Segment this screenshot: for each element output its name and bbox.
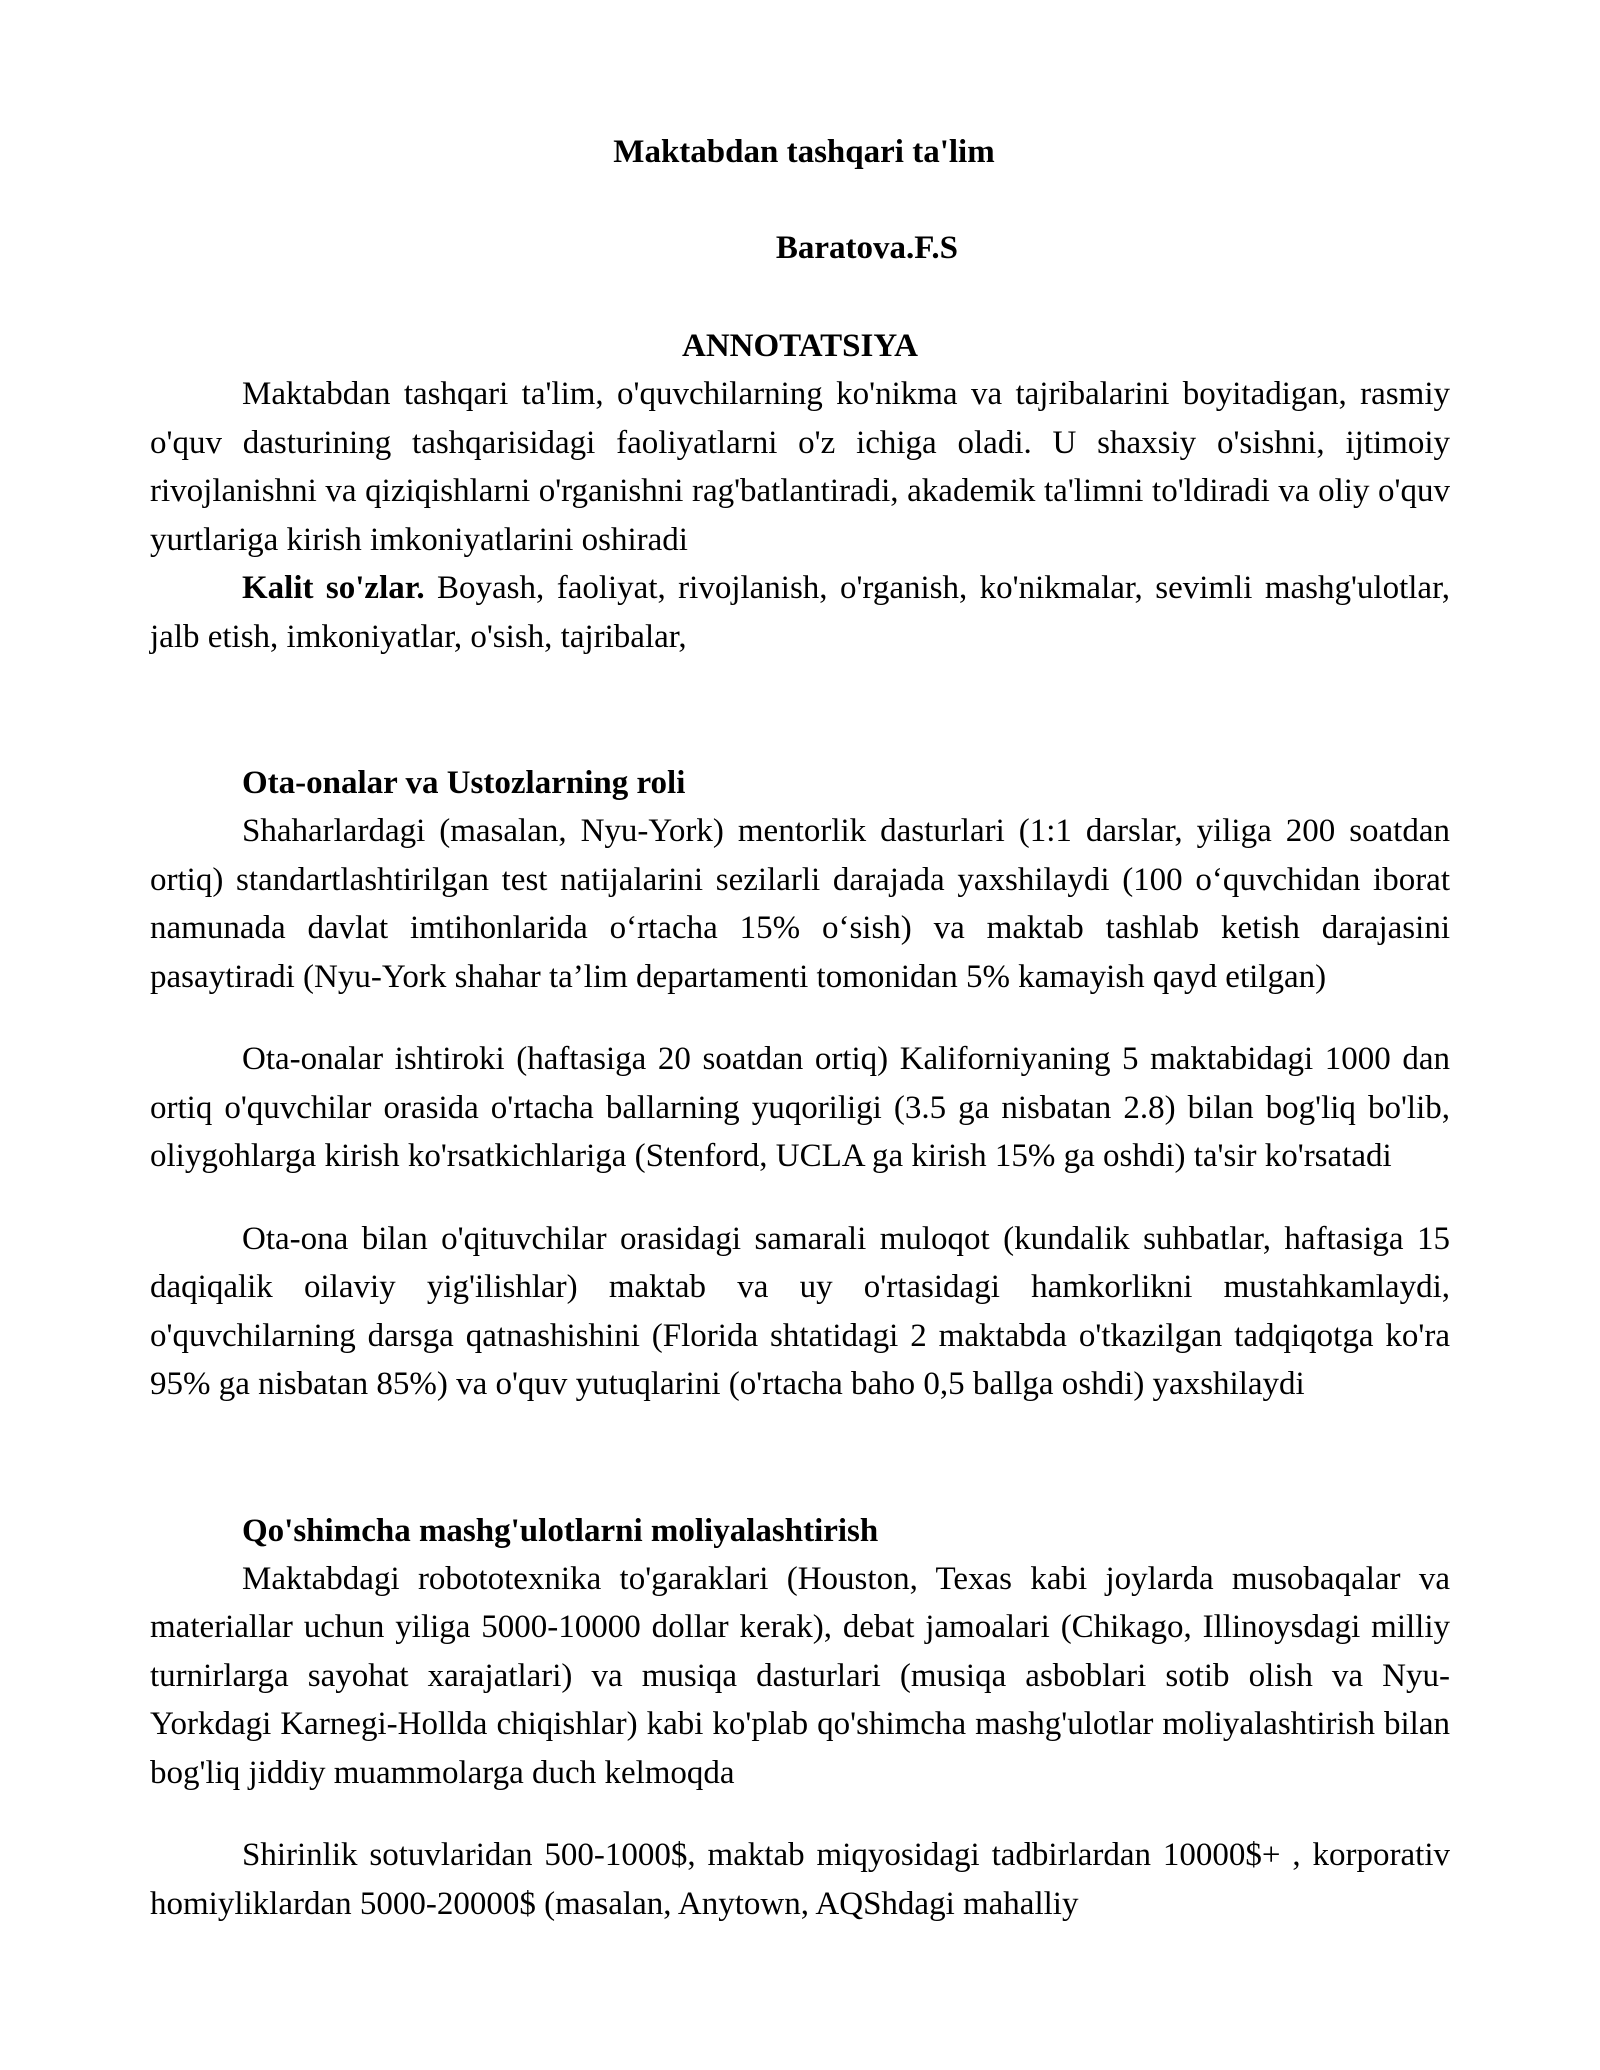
section-paragraph: Ota-onalar ishtiroki (haftasiga 20 soatdan ortiq) Kaliforniyaning 5 maktabidagi 1000 dan ortiq o'quvchilar orasida o'rtacha ballarning yuqoriligi (3.5 ga nisbatan 2.8) bilan bog'liq bo'lib, oliygohlarga kirish ko'rsatkichlariga (Stenford, UCLA ga kirish 15% ga oshdi) ta'sir ko'rsatadi	[150, 1041, 1450, 1174]
section-heading: Qo'shimcha mashg'ulotlarni moliyalashtirish	[242, 1512, 879, 1549]
annotation-heading: ANNOTATSIYA	[682, 328, 918, 364]
author-name: Baratova.F.S	[775, 230, 958, 266]
section-paragraph: Maktabdagi robototexnika to'garaklari (Houston, Texas kabi joylarda musobaqalar va materiallar uchun yiliga 5000-10000 dollar kerak), debat jamoalari (Chikago, Illinoysdagi milliy turnirlarga sayohat xarajatlari) va musiqa dasturlari (musiqa asboblari sotib olish va Nyu-Yorkdagi Karnegi-Hollda chiqishlar) kabi ko'plab qo'shimcha mashg'ulotlar moliyalashtirish bilan bog'liq jiddiy muammolarga duch kelmoqda	[150, 1560, 1450, 1791]
keywords-text: Boyash, faoliyat, rivojlanish, o'rganish, ko'nikmalar, sevimli mashg'ulotlar, jalb etish, imkoniyatlar, o'sish, tajribalar,	[150, 570, 1450, 655]
spacer	[150, 1797, 1450, 1831]
section-paragraph: Shaharlardagi (masalan, Nyu-York) mentorlik dasturlari (1:1 darslar, yiliga 200 soatdan ortiq) standartlashtirilgan test natijalarini sezilarli darajada yaxshilaydi (100 o‘quvchidan iborat namunada davlat imtihonlarida o‘rtacha 15% o‘sish) va maktab tashlab ketish darajasini pasaytiradi (Nyu-York shahar ta’lim departamenti tomonidan 5% kamayish qayd etilgan)	[150, 813, 1450, 995]
spacer	[150, 661, 1450, 759]
document-title: Maktabdan tashqari ta'lim	[613, 134, 995, 170]
keywords-label: Kalit so'zlar.	[242, 570, 425, 606]
spacer	[150, 1409, 1450, 1507]
spacer	[150, 1001, 1450, 1035]
section-paragraph: Ota-ona bilan o'qituvchilar orasidagi samarali muloqot (kundalik suhbatlar, haftasiga 15 daqiqalik oilaviy yig'ilishlar) maktab va uy o'rtasidagi hamkorlikni mustahkamlaydi, o'quvchilarning darsga qatnashishini (Florida shtatidagi 2 maktabda o'tkazilgan tadqiqotga ko'ra 95% ga nisbatan 85%) va o'quv yutuqlarini (o'rtacha baho 0,5 ballga oshdi) yaxshilaydi	[150, 1220, 1450, 1402]
spacer	[150, 1181, 1450, 1215]
annotation-paragraph: Maktabdan tashqari ta'lim, o'quvchilarning ko'nikma va tajribalarini boyitadigan, rasmiy o'quv dasturining tashqarisidagi faoliyatlarni o'z ichiga oladi. U shaxsiy o'sishni, ijtimoiy rivojlanishni va qiziqishlarni o'rganishni rag'batlantiradi, akademik ta'limni to'ldiradi va oliy o'quv yurtlariga kirish imkoniyatlarini oshiradi	[150, 376, 1450, 558]
keywords-paragraph	[150, 564, 1450, 661]
section-paragraph: Shirinlik sotuvlaridan 500-1000$, maktab miqyosidagi tadbirlardan 10000$+ , korporativ homiyliklardan 5000-20000$ (masalan, Anytown, AQShdagi mahalliy	[150, 1837, 1450, 1922]
section-heading: Ota-onalar va Ustozlarning roli	[242, 765, 686, 801]
